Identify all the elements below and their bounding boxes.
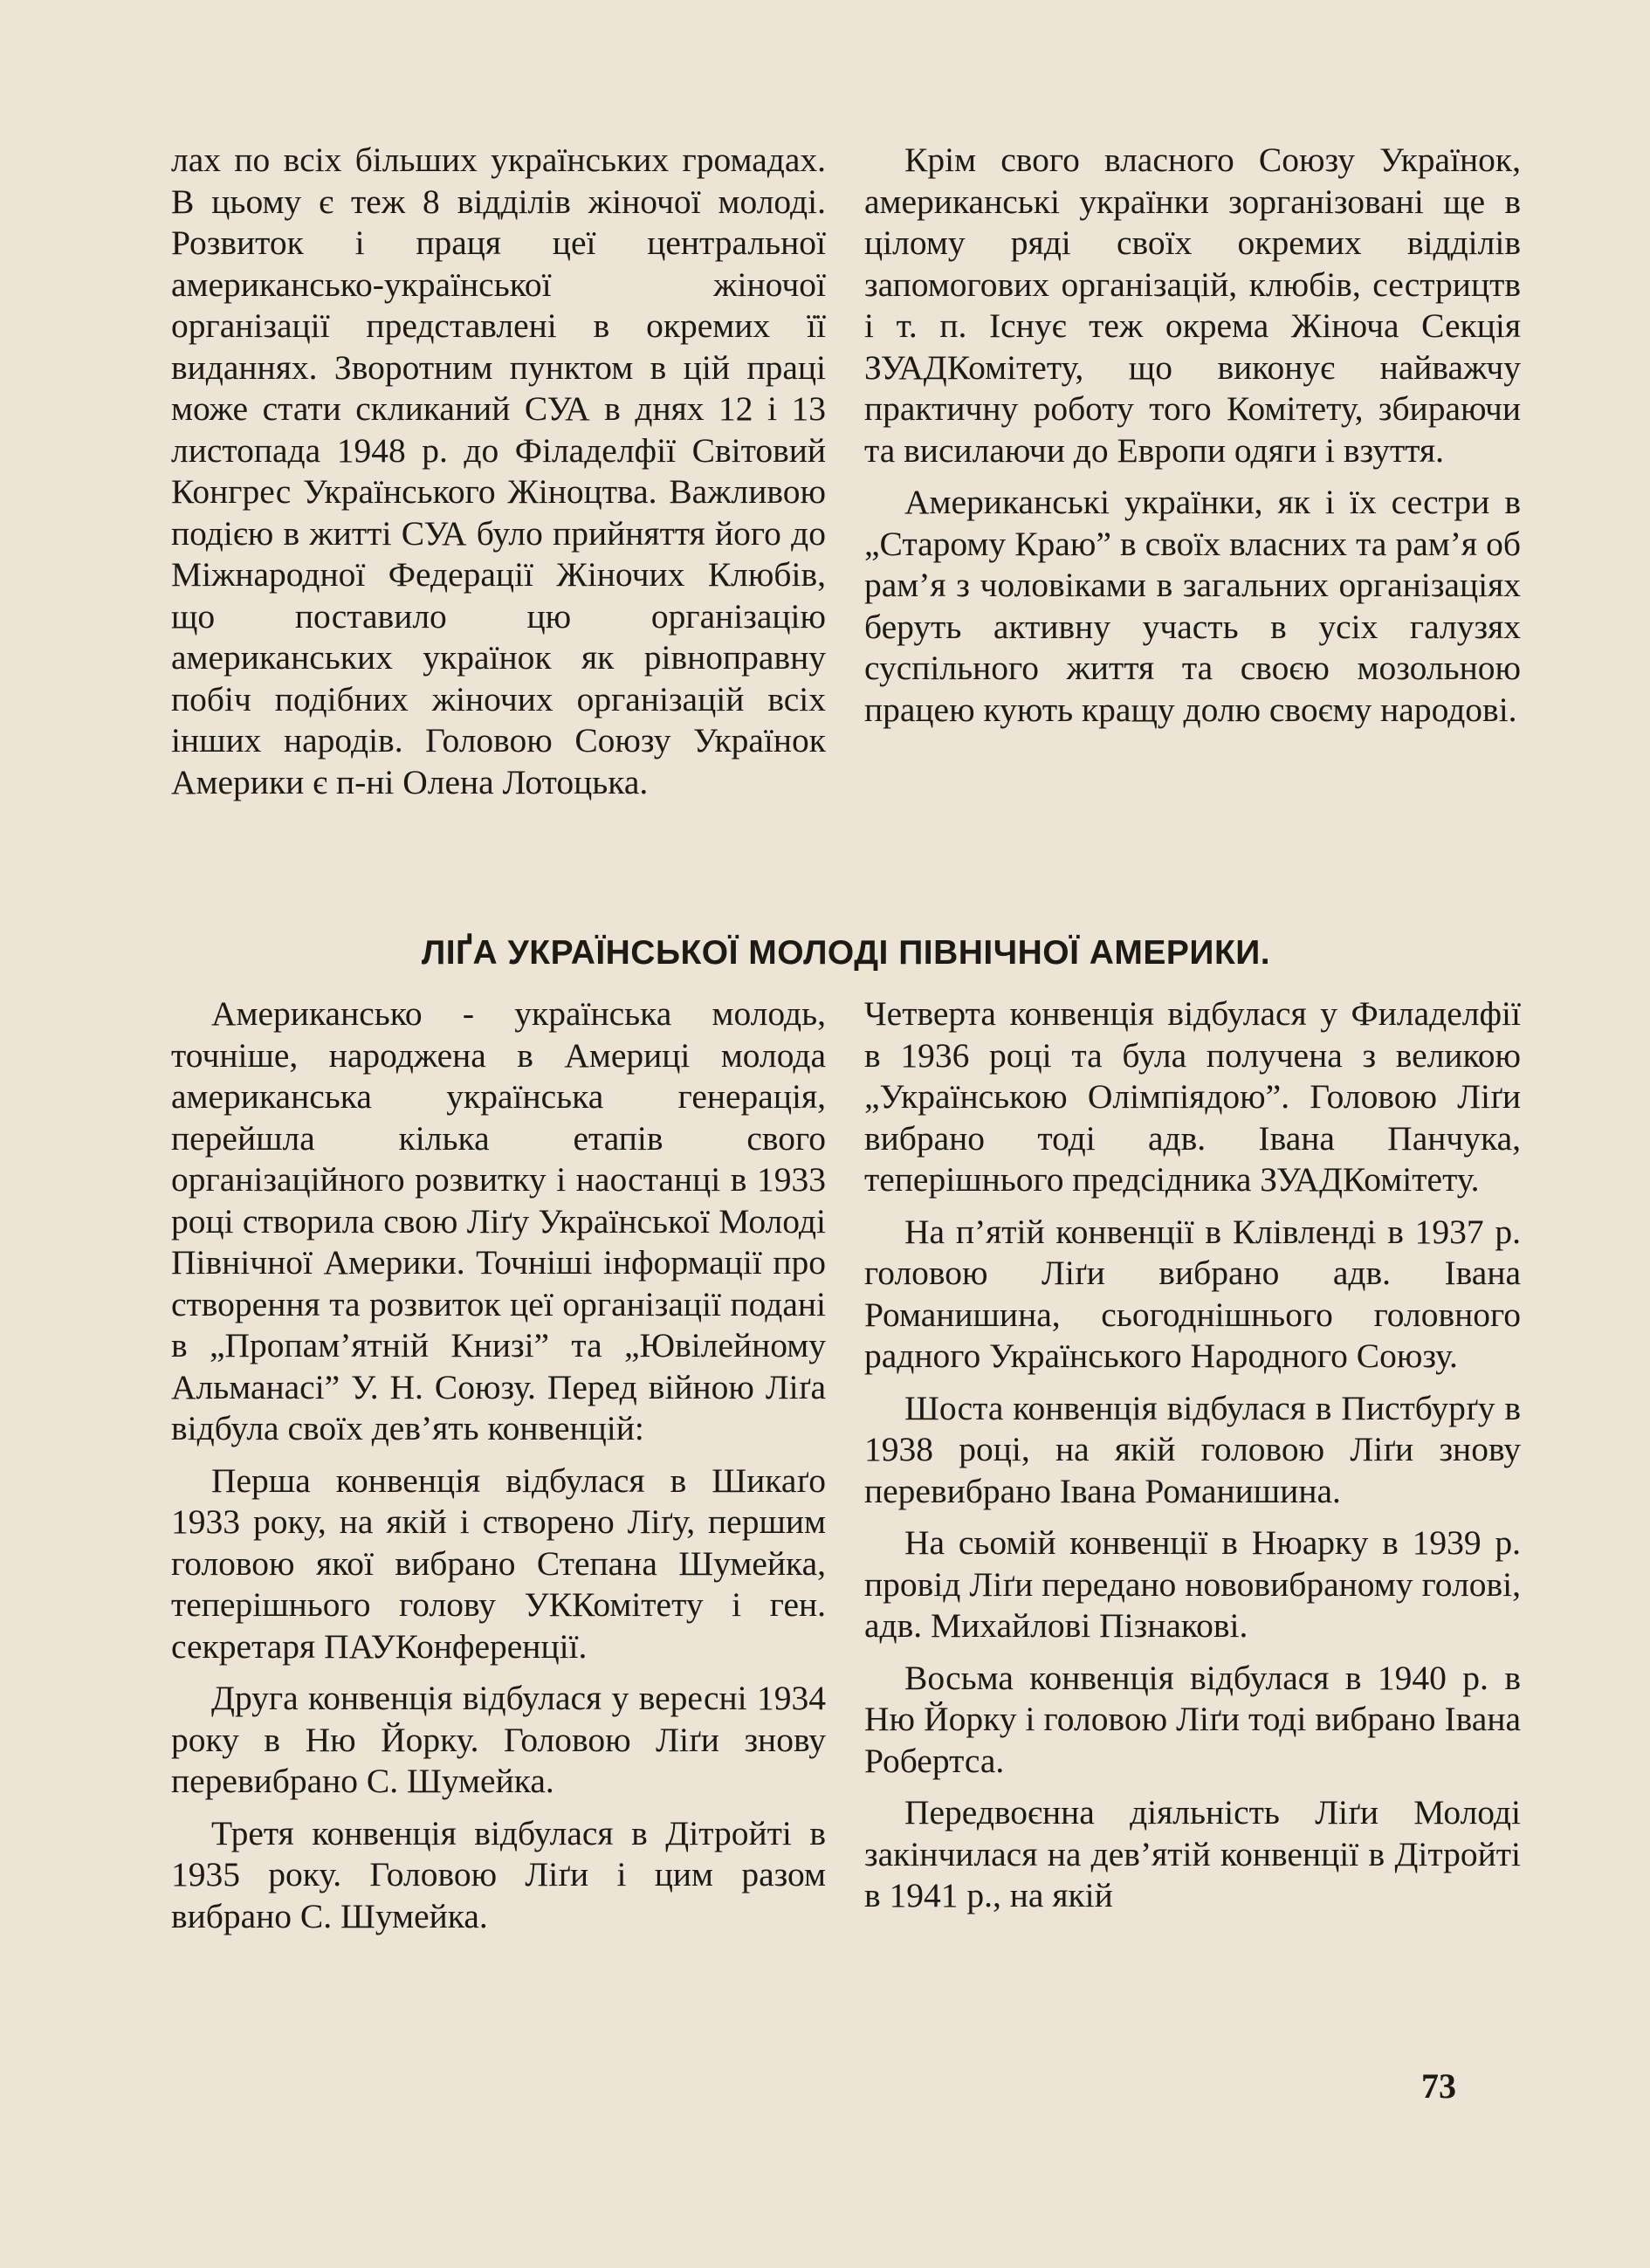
- paragraph: лах по всіх більших українських громадах. В цьому є теж 8 відділів жіночої молоді. Розвиток і праця цеї центральної американсько-української жіночої організації представлені в окремих її виданнях. Зворотним пунктом в цій праці може стати скликаний СУА в днях 12 і 13 листопада 1948 р. до Філаделфії Світовий Конгрес Українського Жіноцтва. Важливою подією в житті СУА було прийняття його до Міжнародної Федерації Жіночих Клюбів, що поставило цю організацію американських українок як рівноправну побіч подібних жіночих організацій всіх інших народів. Головою Союзу Українок Америки є п-ні Олена Лотоцька.: [171, 141, 826, 801]
- bottom-left-column: [171, 993, 826, 1948]
- paragraph: На п’ятій конвенції в Клівленді в 1937 р. головою Ліґи вибрано адв. Івана Романишина, сьогоднішнього головного радного Українського Народного Союзу.: [864, 1212, 1521, 1375]
- section-heading: ЛІҐА УКРАЇНСЬКОЇ МОЛОДІ ПІВНІЧНОЇ АМЕРИКИ.: [421, 934, 1271, 972]
- top-left-column: [171, 140, 826, 814]
- paragraph: На сьомій конвенції в Нюарку в 1939 р. провід Ліґи передано нововибраному голові, адв. Михайлові Пізнакові.: [864, 1523, 1521, 1645]
- paragraph: Американські українки, як і їх сестри в „Старому Краю” в своїх власних та рам’я об рам’я з чоловіками в загальних організаціях беруть активну участь в усіх галузях суспільного життя та своєю мозольною працею кують кращу долю своєму народові.: [864, 483, 1521, 729]
- top-right-column: [864, 140, 1521, 741]
- paragraph: Крім свого власного Союзу Українок, американські українки зорганізовані ще в цілому ряді своїх окремих відділів запомогових організацій, клюбів, сестрицтв і т. п. Існує теж окрема Жіноча Секція ЗУАДКомітету, що виконує найважчу практичну роботу того Комітету, збираючи та висилаючи до Европи одяги і взуття.: [864, 141, 1521, 470]
- paragraph: Шоста конвенція відбулася в Пистбурґу в 1938 році, на якій головою Ліґи знову перевибрано Івана Романишина.: [864, 1388, 1521, 1510]
- paragraph: Четверта конвенція відбулася у Филаделфії в 1936 році та була получена з великою „Українською Олімпіядою”. Головою Ліґи вибрано тоді адв. Івана Панчука, теперішнього предсідника ЗУАДКомітету.: [864, 994, 1521, 1199]
- paragraph: Третя конвенція відбулася в Дітройті в 1935 року. Головою Ліґи і цим разом вибрано С. Шумейка.: [171, 1813, 826, 1935]
- paragraph: Американсько - українська молодь, точніше, народжена в Америці молода американська українська генерація, перейшла кілька етапів свого організаційного розвитку і наостанці в 1933 році створила свою Ліґу Української Молоді Північної Америки. Точніші інформації про створення та розвиток цеї організації подані в „Пропам’ятній Книзі” та „Ювілейному Альманасі” У. Н. Союзу. Перед війною Ліґа відбула своїх дев’ять конвенцій:: [171, 994, 826, 1447]
- page-number: 73: [1421, 2066, 1456, 2106]
- paragraph: Друга конвенція відбулася у вересні 1934 року в Ню Йорку. Головою Ліґи знову перевибрано С. Шумейка.: [171, 1679, 826, 1800]
- paragraph: Перша конвенція відбулася в Шикаґо 1933 року, на якій і створено Ліґу, першим головою якої вибрано Степана Шумейка, теперішнього голову УККомітету і ген. секретаря ПАУКонференції.: [171, 1460, 826, 1666]
- paragraph: Передвоєнна діяльність Ліґи Молоді закінчилася на дев’ятій конвенції в Дітройті в 1941 р., на якій: [864, 1793, 1521, 1914]
- paragraph: Восьма конвенція відбулася в 1940 р. в Ню Йорку і головою Ліґи тоді вибрано Івана Робертса.: [864, 1658, 1521, 1780]
- bottom-right-column: [864, 993, 1521, 1928]
